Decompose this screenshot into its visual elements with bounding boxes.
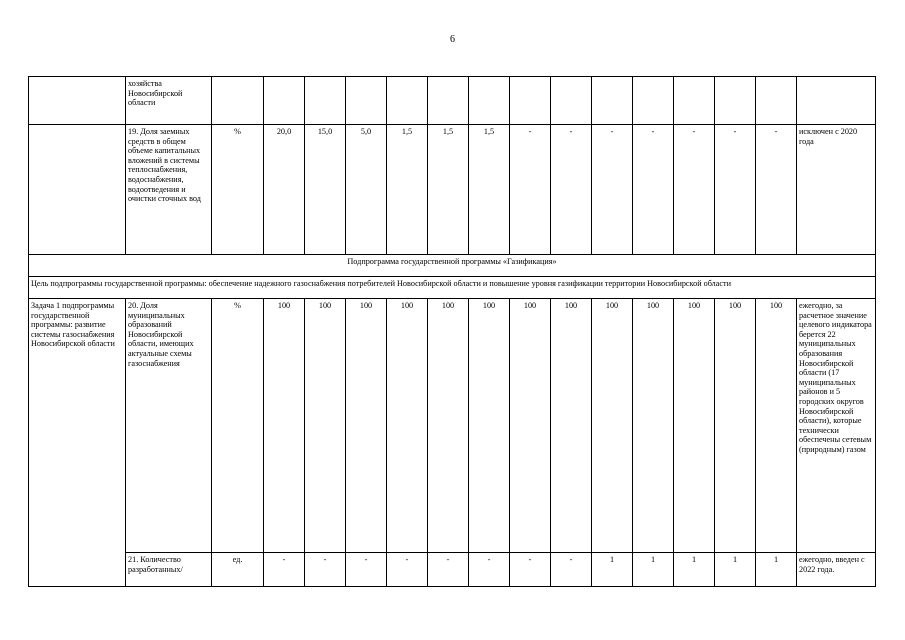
value-cell: - <box>469 553 510 587</box>
value-cell: - <box>346 553 387 587</box>
value-cell: - <box>633 125 674 255</box>
value-cell <box>346 77 387 125</box>
value-cell: 1 <box>674 553 715 587</box>
value-cell: 100 <box>305 299 346 553</box>
value-cell: 100 <box>592 299 633 553</box>
indicator-cell: 21. Количество разработанных/ <box>126 553 212 587</box>
note-cell: исключен с 2020 года <box>797 125 876 255</box>
subprogram-goal: Цель подпрограммы государственной программы: обеспечение надежного газоснабжения потребителей Новосибирской области и повышение уровня газификации территории Новосибирской области <box>29 277 876 299</box>
unit-cell: % <box>212 125 264 255</box>
indicator-cell: 19. Доля заемных средств в общем объеме капитальных вложений в системы теплоснабжения, водоснабжения, водоотведения и очистки сточных вод <box>126 125 212 255</box>
task-cell <box>29 125 126 255</box>
value-cell <box>797 77 876 125</box>
table-row <box>29 255 876 277</box>
note-cell: ежегодно, за расчетное значение целевого индикатора берется 22 муниципальных образования Новосибирской области (17 муниципальных районов и 5 городских округов Новосибирской области), которые технически обеспечены сетевым (природным) газом <box>797 299 876 553</box>
value-cell: 100 <box>510 299 551 553</box>
value-cell <box>592 77 633 125</box>
table-row <box>29 553 876 587</box>
unit-cell: ед. <box>212 553 264 587</box>
value-cell: 100 <box>387 299 428 553</box>
note-cell: ежегодно, введен с 2022 года. <box>797 553 876 587</box>
value-cell: - <box>428 553 469 587</box>
value-cell: 100 <box>715 299 756 553</box>
table-row <box>29 77 876 125</box>
value-cell: - <box>510 553 551 587</box>
value-cell: - <box>674 125 715 255</box>
task-cell <box>29 77 126 125</box>
value-cell <box>674 77 715 125</box>
value-cell: - <box>756 125 797 255</box>
value-cell <box>469 77 510 125</box>
value-cell: - <box>551 553 592 587</box>
value-cell <box>305 77 346 125</box>
page-number: 6 <box>450 34 455 45</box>
value-cell: 1 <box>715 553 756 587</box>
value-cell <box>510 77 551 125</box>
table-row <box>29 277 876 299</box>
value-cell <box>551 77 592 125</box>
value-cell: 100 <box>346 299 387 553</box>
indicators-table <box>28 76 876 587</box>
value-cell: 1 <box>592 553 633 587</box>
table-row <box>29 125 876 255</box>
value-cell <box>428 77 469 125</box>
value-cell <box>387 77 428 125</box>
value-cell: 100 <box>551 299 592 553</box>
value-cell: 1,5 <box>387 125 428 255</box>
value-cell: 100 <box>469 299 510 553</box>
value-cell: 100 <box>756 299 797 553</box>
indicator-cell: 20. Доля муниципальных образований Новосибирской области, имеющих актуальные схемы газоснабжения <box>126 299 212 553</box>
value-cell: 1 <box>633 553 674 587</box>
value-cell: 5,0 <box>346 125 387 255</box>
value-cell: 20,0 <box>264 125 305 255</box>
value-cell: - <box>715 125 756 255</box>
value-cell <box>756 77 797 125</box>
value-cell: - <box>592 125 633 255</box>
value-cell: 100 <box>674 299 715 553</box>
table-row <box>29 299 876 553</box>
value-cell <box>264 77 305 125</box>
value-cell <box>633 77 674 125</box>
value-cell <box>715 77 756 125</box>
value-cell: - <box>510 125 551 255</box>
value-cell: 100 <box>264 299 305 553</box>
value-cell: 15,0 <box>305 125 346 255</box>
value-cell: 1,5 <box>469 125 510 255</box>
task-cell: Задача 1 подпрограммы государственной программы: развитие системы газоснабжения Новосибирской области <box>29 299 126 587</box>
indicator-cell: хозяйства Новосибирской области <box>126 77 212 125</box>
value-cell: - <box>264 553 305 587</box>
value-cell: 1,5 <box>428 125 469 255</box>
unit-cell <box>212 77 264 125</box>
value-cell: 100 <box>633 299 674 553</box>
value-cell: - <box>305 553 346 587</box>
unit-cell: % <box>212 299 264 553</box>
subprogram-title: Подпрограмма государственной программы «Газификация» <box>29 255 876 277</box>
value-cell: - <box>387 553 428 587</box>
value-cell: 1 <box>756 553 797 587</box>
value-cell: - <box>551 125 592 255</box>
value-cell: 100 <box>428 299 469 553</box>
